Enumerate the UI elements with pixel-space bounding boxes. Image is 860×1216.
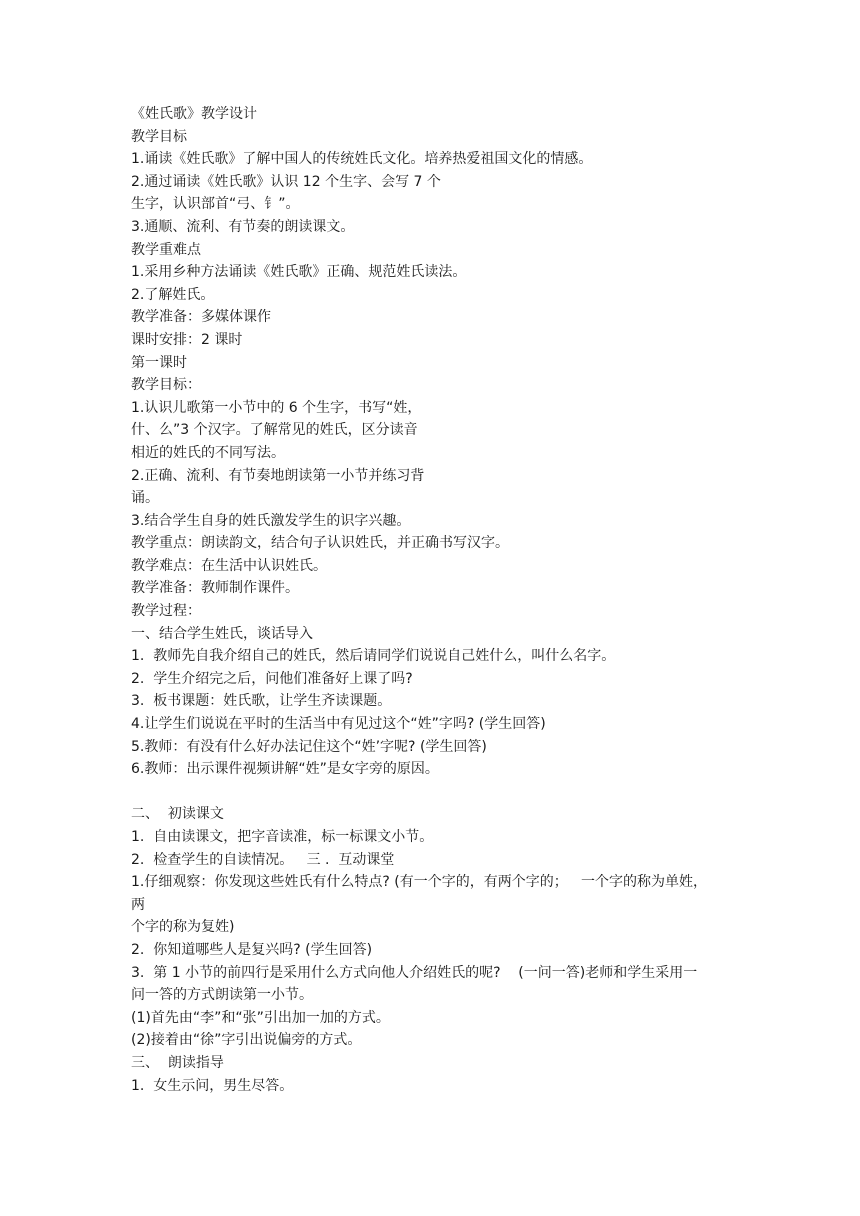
- section-heading: 二、 初读课文: [131, 806, 224, 823]
- text-line: 教学过程：: [131, 603, 201, 620]
- text-line: 1.采用乡种方法诵读《姓氏歌》正确、规范姓氏读法。: [131, 264, 467, 281]
- text-line: 5.教师：有没有什么好办法记住这个“姓’字呢? (学生回答): [131, 738, 487, 755]
- text-line: 1.认识儿歌第一小节中的 6 个生字，书写“姓，: [131, 399, 422, 416]
- blank-line: [131, 781, 751, 804]
- text-line: 2.正确、流利、有节奏地朗读第一小节并练习背: [131, 467, 425, 484]
- text-line: 课时安排：2 课时: [131, 331, 243, 348]
- text-line: 3.通顺、流利、有节奏的朗读课文。: [131, 218, 355, 235]
- text-line: 教学重点：朗读韵文，结合句子认识姓氏，并正确书写汉字。: [131, 535, 509, 552]
- text-line: 2.通过诵读《姓氏歌》认识 12 个生字、会写 7 个: [131, 173, 441, 190]
- text-line: (2)接着由“徐”字引出说偏旁的方式。: [131, 1032, 362, 1049]
- text-line: 两: [131, 896, 145, 913]
- text-line: 教学准备：教师制作课件。: [131, 580, 299, 597]
- document-body: [131, 103, 751, 1097]
- text-line: 6.教师：出示课件视频讲解“姓”是女字旁的原因。: [131, 761, 439, 778]
- text-line: 教学难点：在生活中认识姓氏。: [131, 557, 327, 574]
- text-line: 相近的姓氏的不同写法。: [131, 444, 285, 461]
- section-heading: 教学目标: [131, 128, 187, 145]
- text-line: 3. 板书课题：姓氏歌，让学生齐读课题。: [131, 693, 392, 710]
- text-line: 3.结合学生自身的姓氏激发学生的识字兴趣。: [131, 512, 411, 529]
- section-heading: 教学重难点: [131, 241, 201, 258]
- section-heading: 第一课时: [131, 354, 187, 371]
- text-line: 问一答的方式朗读第一小节。: [131, 987, 313, 1004]
- text-line: 2. 检查学生的自读情况。 三 . 互动课堂: [131, 851, 395, 868]
- text-line: 1. 女生示问，男生尽答。: [131, 1077, 294, 1094]
- text-line: 2. 你知道哪些人是复兴吗? (学生回答): [131, 941, 373, 958]
- text-line: 个字的称为复姓): [131, 919, 235, 936]
- text-line: 诵。: [131, 490, 159, 507]
- document-title: 《姓氏歌》教学设计: [131, 106, 257, 122]
- text-line: 4.让学生们说说在平时的生活当中有见过这个“姓”字吗? (学生回答): [131, 716, 546, 733]
- text-line: (1)首先由“李”和“张”引出加一加的方式。: [131, 1009, 390, 1026]
- text-line: 生字，认识部首“弓、钅”。: [131, 196, 300, 213]
- text-line: 3. 第 1 小节的前四行是采用什么方式向他人介绍姓氏的呢? (一问一答)老师和学生采用一: [131, 964, 698, 981]
- text-line: 1.诵读《姓氏歌》了解中国人的传统姓氏文化。培养热爱祖国文化的情感。: [131, 151, 593, 168]
- text-line: 1. 教师先自我介绍自己的姓氏，然后请同学们说说自己姓什么，叫什么名字。: [131, 648, 616, 665]
- text-line: 1. 自由读课文，把字音读准，标一标课文小节。: [131, 829, 434, 845]
- section-heading: 一、结合学生姓氏，谈话导入: [131, 625, 313, 642]
- text-line: 2. 学生介绍完之后，问他们准备好上课了吗?: [131, 670, 413, 687]
- text-line: 什、么”3 个汉字。了解常见的姓氏，区分读音: [131, 422, 418, 439]
- text-line: 1.仔细观察：你发现这些姓氏有什么特点? (有一个字的，有两个字的； 一个字的称为单姓，: [131, 874, 708, 891]
- text-line: 2.了解姓氏。: [131, 286, 215, 303]
- text-line: 教学准备：多媒体课作: [131, 309, 271, 326]
- text-line: 教学目标：: [131, 377, 201, 394]
- section-heading: 三、 朗读指导: [131, 1054, 224, 1071]
